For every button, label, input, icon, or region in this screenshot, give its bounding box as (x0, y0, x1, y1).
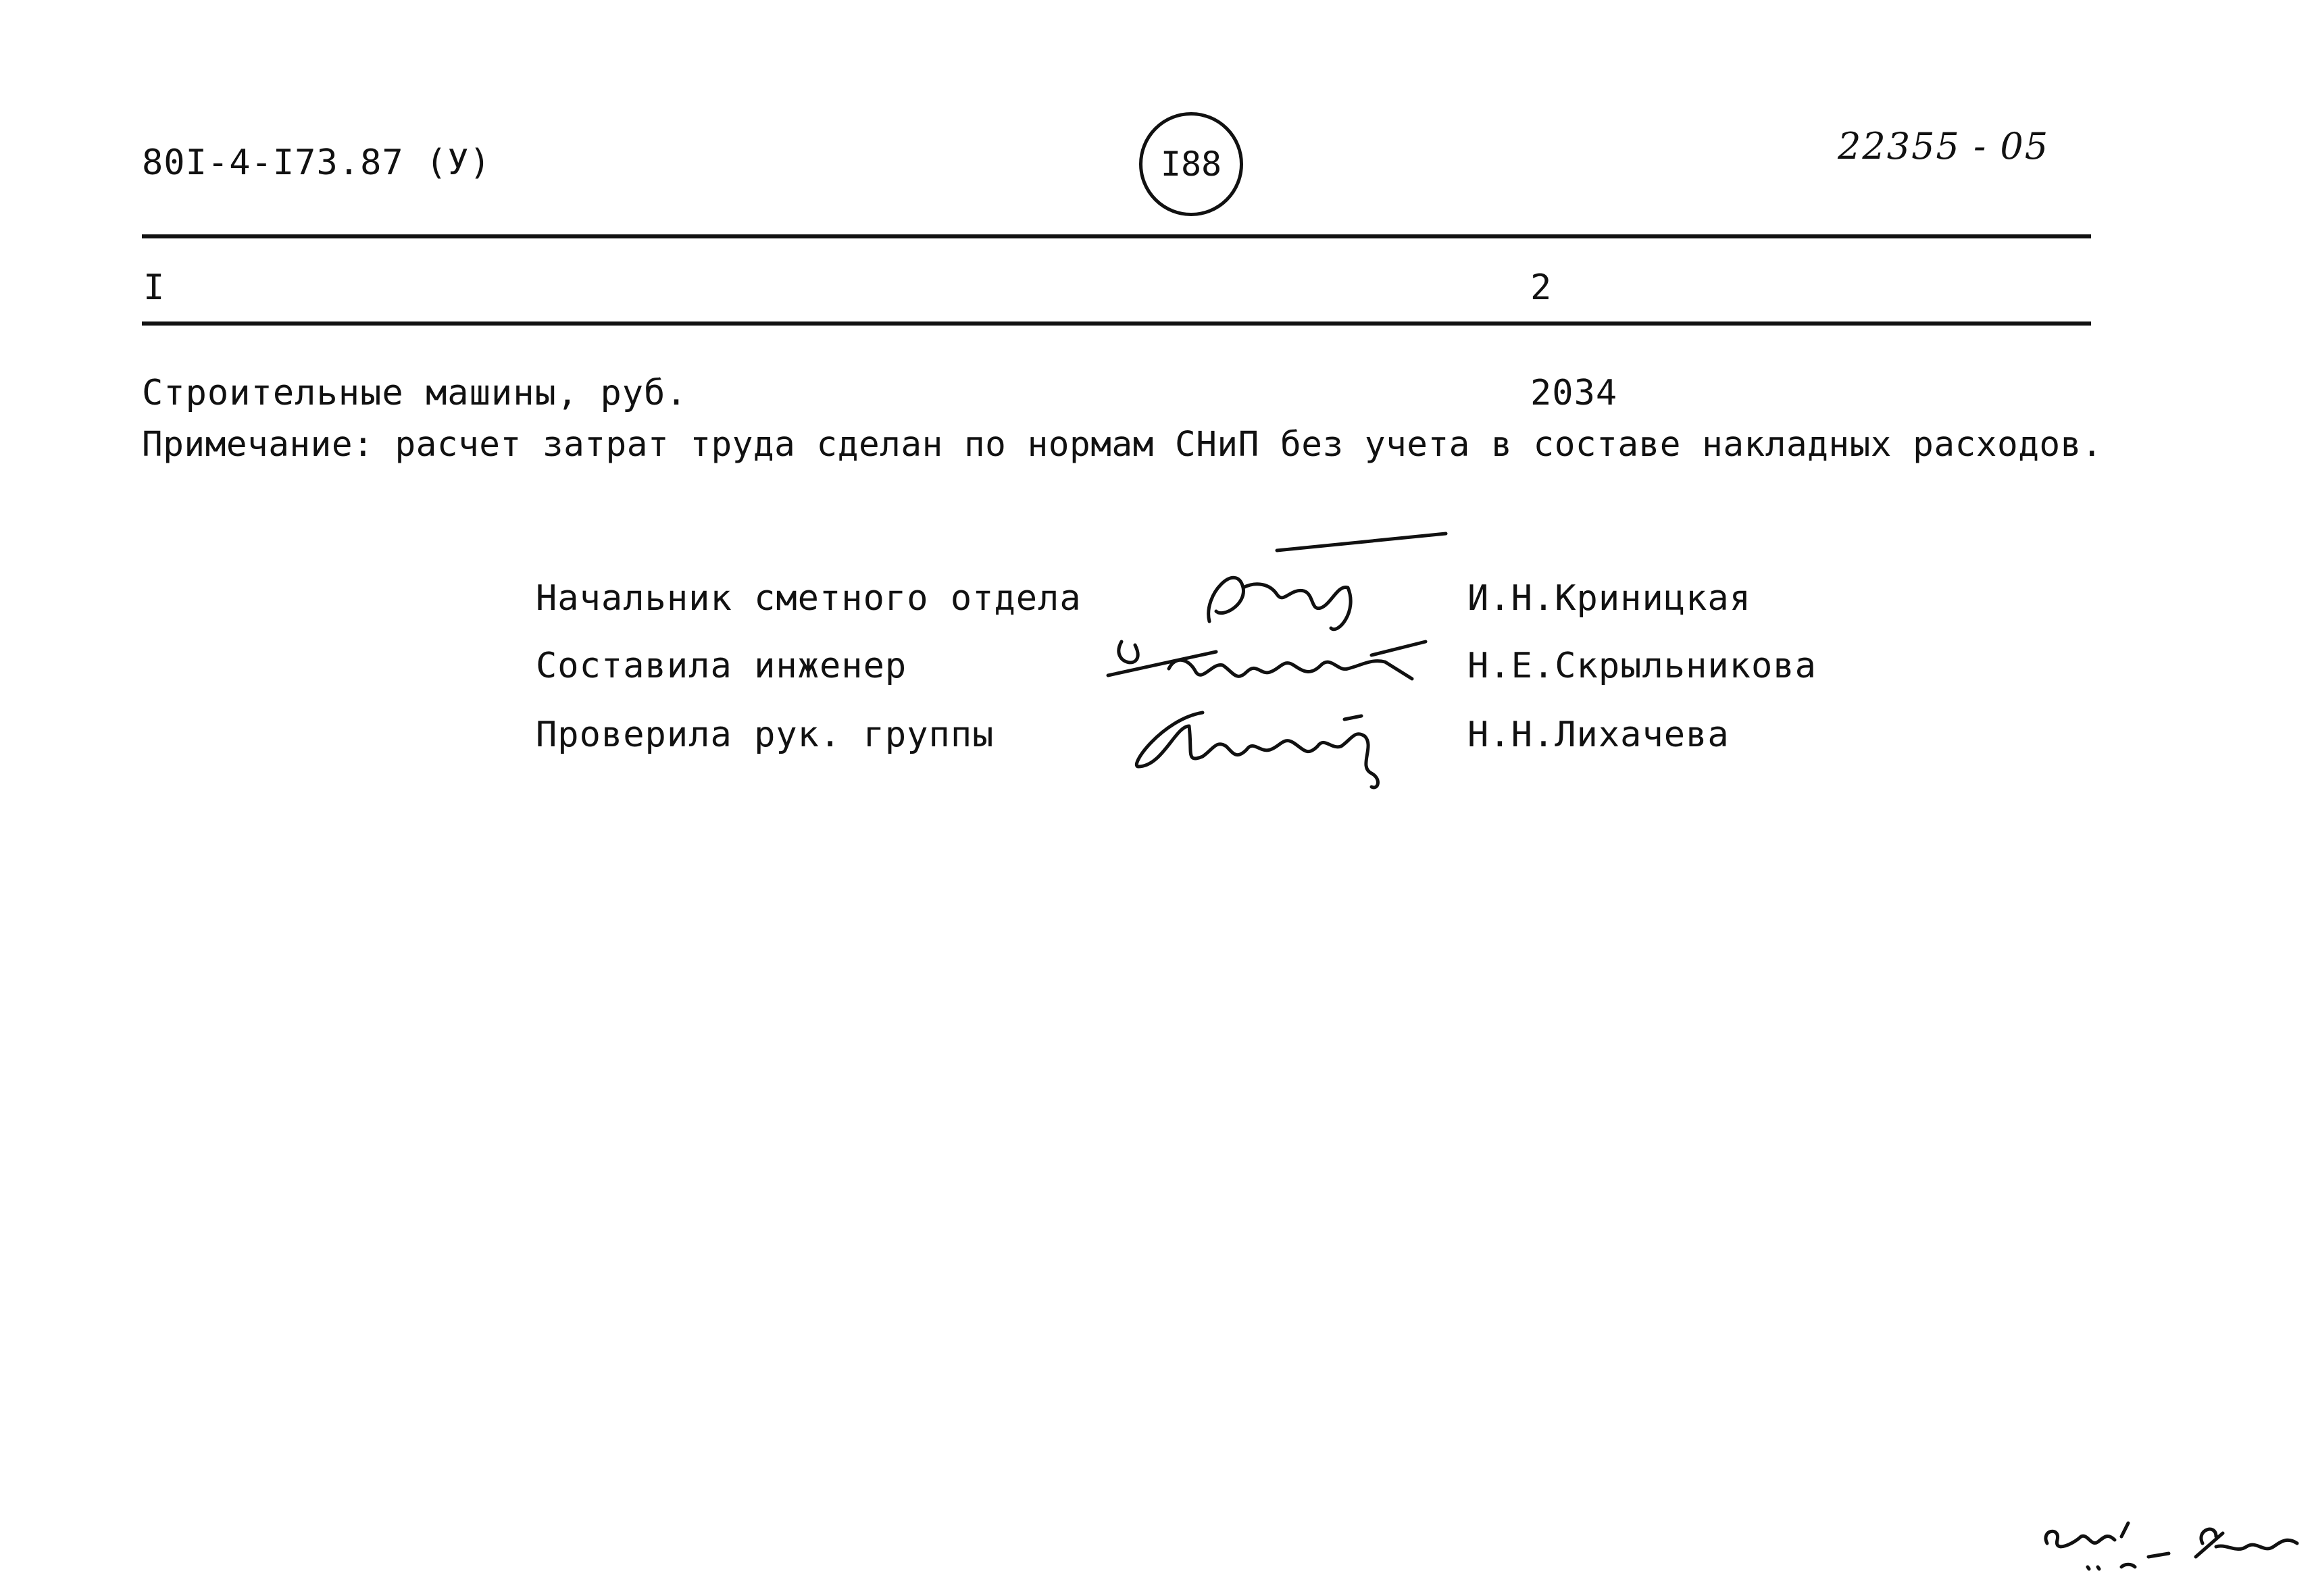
document-code: 80I-4-I73.87 (У) (142, 143, 491, 183)
signatory-position-2: Составила инженер (536, 646, 907, 686)
signatory-name-1: И.Н.Криницкая (1467, 578, 1751, 619)
signatory-name-2: Н.Е.Скрыльникова (1467, 646, 1817, 686)
signatory-position-3: Проверила рук. группы (536, 715, 995, 755)
handwritten-annotation (2034, 1516, 2304, 1577)
signature-3 (1122, 699, 1419, 794)
column-header-2: 2 (1530, 267, 1553, 308)
signatory-position-1: Начальник сметного отдела (536, 578, 1082, 619)
signatory-name-3: Н.Н.Лихачева (1467, 715, 1730, 755)
page-number-badge (1139, 112, 1243, 216)
row-label: Строительные машины, руб. (142, 373, 688, 413)
column-header-1: I (143, 267, 166, 308)
header-bottom-rule (142, 321, 2091, 326)
registration-number: 22355 - 05 (1838, 125, 2050, 168)
top-rule (142, 234, 2091, 238)
row-value: 2034 (1530, 373, 1618, 413)
page-number: I88 (1160, 145, 1222, 184)
signature-2 (1095, 625, 1432, 699)
note-text: Примечание: расчет затрат труда сделан по нормам СНиП без учета в составе накладных расходов. (142, 425, 2103, 465)
